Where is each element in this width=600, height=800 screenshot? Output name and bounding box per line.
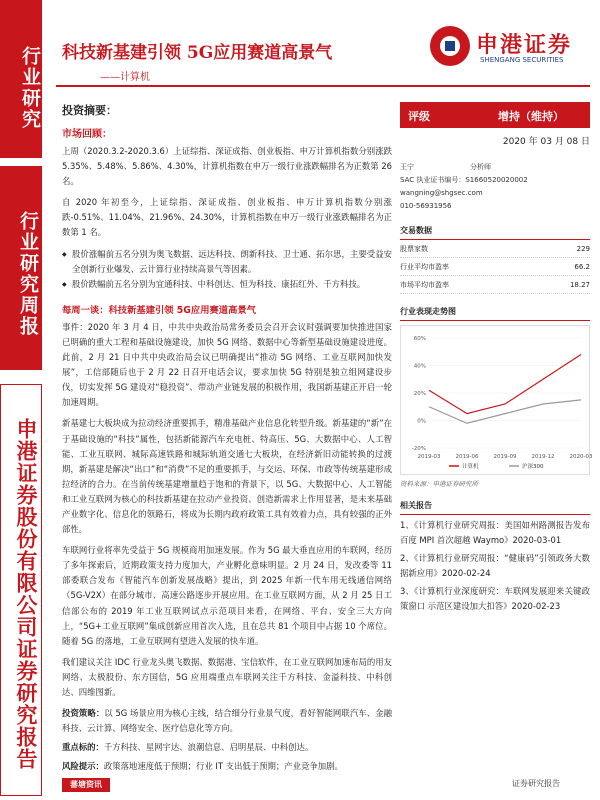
report-title: 科技新基建引领 5G应用赛道高景气: [62, 43, 333, 63]
logo-text-en: SHENGANG SECURITIES: [480, 56, 564, 64]
report-date: 2020 年 03 月 08 日: [502, 137, 590, 147]
weekly-topic-heading: 每周一谈：科技新基建引领 5G应用赛道高景气: [62, 304, 256, 316]
basic-data-key: 行业平均市盈率: [400, 263, 449, 271]
performance-chart-svg: [401, 326, 593, 474]
series-line: [429, 355, 581, 414]
analyst-email: wangning@shgsec.com: [400, 189, 483, 197]
x-tick-label: 2019-03: [417, 454, 441, 460]
analyst-role: 分析师: [470, 163, 491, 171]
rating-banner: [400, 102, 590, 128]
x-tick-label: 2019-09: [493, 454, 517, 460]
x-tick-label: 2020-03: [569, 454, 593, 460]
y-tick-label: -20%: [411, 446, 426, 452]
strategy-line: 投资策略：以 5G 场景应用为核心主线，结合细分行业景气度，看好智能网联汽车、金融科技、云计算、网络安全、医疗信息化等方向。: [62, 708, 393, 734]
related-report-item[interactable]: 2、《计算机行业研究周报：“健康码”引领政务大数据新应用》2020-02-24: [400, 553, 590, 578]
basic-data-value: 66.2: [574, 263, 590, 271]
chart-source: 资料来源：申港证券研究所: [400, 480, 478, 488]
basic-data-row: [400, 258, 590, 276]
company-logo: [430, 26, 590, 68]
related-reports-heading: 相关报告: [400, 500, 590, 515]
side-panel: [400, 102, 593, 614]
rating-value: 增持（维持）: [498, 110, 564, 123]
summary-heading: 投资摘要：: [62, 104, 117, 117]
report-subtitle: ——计算机: [100, 72, 150, 83]
basic-data-key: 股票家数: [400, 245, 428, 253]
analyst-name: 王宁: [400, 163, 414, 171]
main-content: [62, 102, 392, 774]
sidebar-mid-label: 行业研究周报: [0, 166, 42, 370]
risk-line: 风险提示：政策落地速度低于预期；行业 IT 支出低于预期；产业竞争加剧。: [62, 761, 343, 772]
logo-mark-icon: [430, 26, 470, 66]
market-paragraph-1: 上周（2020.3.2-2020.3.6）上证综指、深证成指、创业板指、申万计算机指数分别涨跌 5.35%、5.48%、5.86%、4.30%，计算机指数在申万一级行业涨跌幅排名为正数第 26 名。: [62, 146, 392, 187]
market-review-heading: 市场回顾：: [62, 129, 112, 140]
related-report-item[interactable]: 1、《计算机行业研究周报：美国如州路测报告发布 百度 MPI 首次超越 Waymo》2020-03-01: [400, 520, 590, 545]
recommendation-paragraph: 我们建议关注 IDC 行业龙头奥飞数据、数据港、宝信软件，在工业互联网加速布局的用友网络、太极股份、东方国信，5G 应用端重点车联网关注千方科技、金溢科技、中科创达、四维图新。: [62, 656, 392, 697]
iov-paragraph: 车联网行业将率先受益于 5G 规模商用加速发展。作为 5G 最大垂直应用的车联网，经历了多年探索后，近期政策支持力度加大，产业孵化意味明显。2 月 24 日，发改委等 11 部委联合发布《智能汽车创新发展战略》提出，到 2025 年新一代车用无线通信网络（5G-V2X）在部分城市、高速公路逐步开展应用。在工业互联网方面，从 2 月 25 日工信部公布的 2019 年工业互联网试点示范项目来看，在网络、平台、安全三大方向上，“5G+工业互联网”集成创新应用首次入选，且在总共 81 个项目中占据 10 个席位。随着 5G 的落地，工业互联网有望进入发展的快车道。: [62, 545, 392, 646]
basic-data-value: 18.27: [569, 281, 590, 289]
y-tick-label: 40%: [413, 363, 426, 370]
gainers-bullet: ◆ 股价涨幅前五名分别为奥飞数据、远达科技、朗新科技、卫士通、拓尔思，主要受益安全创新行业爆发、云计算行业持续高景气等因素。: [62, 247, 392, 277]
sac-number: S1660520020002: [465, 176, 528, 184]
basic-data-value: 229: [576, 245, 590, 253]
y-tick-label: 20%: [413, 391, 426, 397]
analyst-phone: 010-56931956: [400, 202, 452, 210]
targets-line: 重点标的：千方科技、星网宇达、浪潮信息、启明星辰、中科创达。: [62, 742, 314, 753]
y-tick-label: 60%: [413, 336, 426, 342]
legend-label: 沪深300: [522, 464, 544, 470]
legend-label: 计算机: [462, 464, 479, 470]
event-paragraph: 事件：2020 年 3 月 4 日，中共中央政治局常务委员会召开会议时强调要加快推进国家已明确的重大工程和基础设施建设，加快 5G 网络、数据中心等新型基础设施建设进度。此前，2 月 21 日中共中央政治局会议已明确提出“推动 5G 网络、工业互联网加快发展”，工信部随后也于 2 月 22 日召开电话会议，要求加快 5G 特别是独立组网建设步伐，切实发挥 5G 建设对“稳投资”、带动产业链发展的积极作用，我国新基建正开启一轮加速周期。: [62, 321, 392, 408]
sac-label: SAC 执业证书编号：: [400, 176, 466, 184]
header-divider: [56, 85, 590, 87]
market-paragraph-2: 自 2020 年初至今，上证综指、深证成指、创业板指、申万计算机指数分别涨跌-0.51%、11.04%、21.96%、24.30%，计算机指数在申万一级行业涨跌幅排名为正数第 1 名。: [62, 197, 392, 238]
footer-text: 证券研究报告: [512, 779, 560, 788]
basic-data-heading: 交易数据: [400, 225, 590, 240]
new-infra-paragraph: 新基建七大板块成为拉动经济重要抓手，精准基础产业信息化转型升级。新基建的“新”在于基础设施的“科技”属性，包括新能源汽车充电桩、特高压、5G、大数据中心、人工智能、工业互联网、城际高速铁路和城际轨道交通七大板块，在经济新旧动能转换的过渡期，新基建是解决“出口”和“消费”不足的重要抓手，与交运、环保、市政等传统基建形成拉经济的合力。在当前传统基建增量趋于饱和的背景下，以 5G、大数据中心、人工智能和工业互联网为核心的科技新基建在拉动产业投资、创造新需求上作用显著，是未来基础产业数字化、信息化的领路石，将成为长期内政府政策工具有效着力点，具有较强的正外部性。: [62, 418, 392, 535]
x-tick-label: 2019-12: [531, 454, 555, 460]
related-report-item[interactable]: 3、《计算机行业深度研究：车联网发展迎来关键政策窗口 示范区建设加大扣答》2020-02-23: [400, 586, 590, 611]
basic-data-row: [400, 276, 590, 294]
basic-data-table: [400, 240, 590, 294]
basic-data-row: [400, 240, 590, 258]
footer-logo: 蕃塘资讯: [62, 778, 110, 792]
sidebar-top-label: 行业研究: [0, 0, 42, 158]
logo-text-cn: 申港证券: [476, 32, 573, 58]
x-tick-label: 2019-06: [455, 454, 479, 460]
losers-bullet: ◆ 股价跌幅前五名分别为宜通科技、中科创达、恒为科技、康拓红外、千方科技。: [62, 277, 392, 292]
sidebar-bottom-label: 申港证券股份有限公司证券研究报告: [0, 384, 42, 796]
related-reports-list: [400, 518, 590, 614]
basic-data-key: 市场平均市盈率: [400, 281, 449, 289]
performance-chart: [400, 325, 593, 475]
y-tick-label: 0%: [417, 418, 426, 425]
analyst-info: [400, 161, 590, 213]
sidebar: [0, 0, 42, 800]
chart-heading: 行业表现走势图: [400, 306, 590, 321]
rating-label: 评级: [408, 110, 430, 123]
